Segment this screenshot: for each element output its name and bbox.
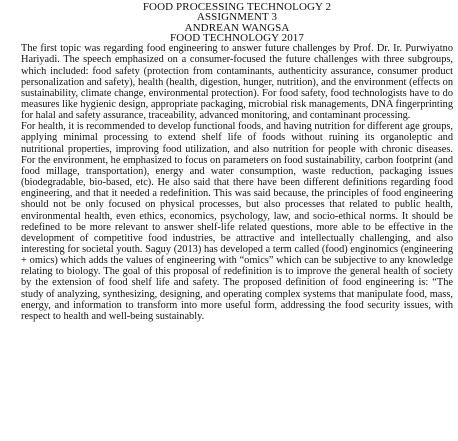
author-name: ANDREAN WANGSA — [184, 21, 290, 34]
body-paragraph-1: The first topic was regarding food engineering to answer future challenges by Prof. Dr. Ir. Purwiyatno Hariyadi. The speech emphasized on a consumer-focused the future challenges with three subgroups, which included: food safety (protection from contaminants, authenticity assurance, consumer product personalization and safety), health (health, digestion, hunger, nutrition), and the environment (effects on sustainability, climate change, environmental protection). For food safety, food technologists have to do measures like hygienic design, appropriate packaging, microbial risk managements, DNA fingerprinting for halal and safety assurance, traceability, advanced monitoring, and contaminant processing. — [21, 43, 453, 122]
course-title: FOOD PROCESSING TECHNOLOGY 2 — [142, 1, 332, 13]
cohort-label: FOOD TECHNOLOGY 2017 — [170, 31, 304, 44]
assignment-title: ASSIGNMENT 3 — [196, 11, 278, 24]
document-header — [21, 2, 453, 43]
body-paragraph-2: For health, it is recommended to develop functional foods, and having nutrition for different age groups, applying minimal processing to extend shelf life of foods without ruining its organoleptic and nutritional properties, improving food utilization, and also nutrition for people with chronic diseases. For the environment, he emphasized to focus on parameters on food sustainability, carbon footprint (and food millage, transportation), energy and water consumption, waste reduction, packaging issues (biodegradable, bio-based, etc). He also said that there have been different definitions regarding food engineering, and that it needed a redefinition. This was said because, the principles of food engineering should not be only focused on physical processes, but also processes that related to public health, environmental health, even ethics, economics, psychology, law, and socio-ethical norms. It should be redefined to be more relevant to answer shelf-life related questions, more able to be effective in the development of competitive food industries, be attractive and intellectually challenging, and also interesting for societal youth. Saguy (2013) has developed a term called (food) enginomics (engineering + omics) which adds the values of engineering with “omics” which can be subjective to any knowledge relating to biology. The goal of this proposal of redefinition is to improve the general health of society by the extension of food shelf life and safety. The proposed definition of food engineering is: “The study of analyzing, synthesizing, designing, and operating complex systems that manipulate food, mass, energy, and information to transform into more useful form, addressing the food security issues, with respect to health and well-being sustainably. — [21, 121, 453, 322]
